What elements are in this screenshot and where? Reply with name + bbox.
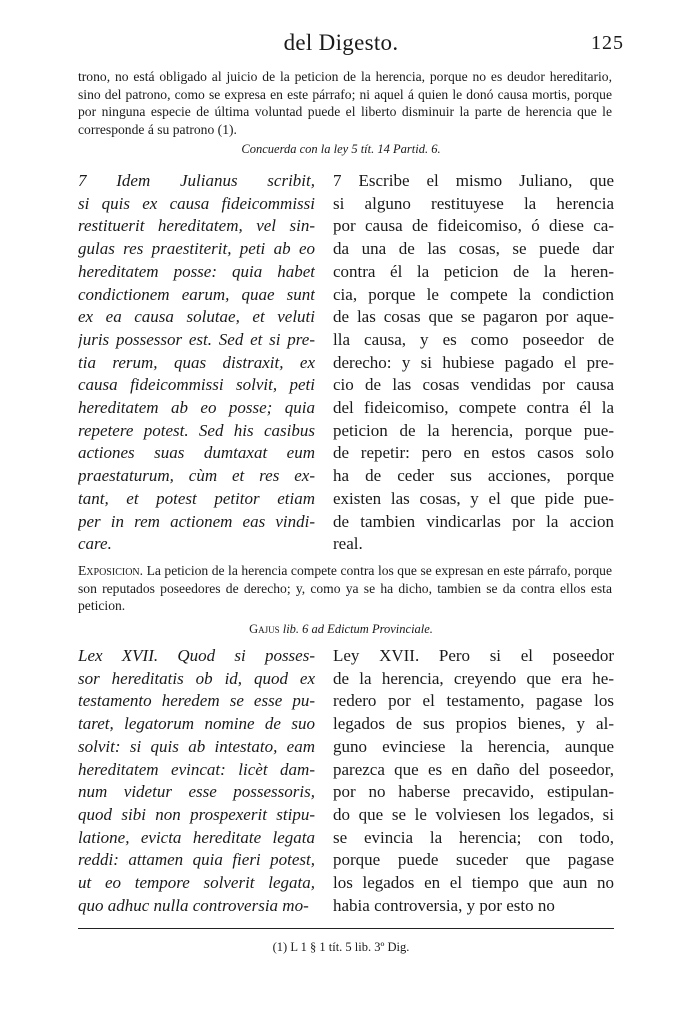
source-author: Gajus — [249, 622, 280, 636]
text-line: quod sibi non prospexerit stipu- — [78, 804, 315, 824]
page-header — [0, 30, 682, 60]
text-line: de las cosas que se pagaron por aque- — [333, 307, 614, 327]
text-line: condictionem earum, quae sunt — [78, 284, 315, 304]
footnote: (1) L 1 § 1 tít. 5 lib. 3º Dig. — [272, 940, 410, 954]
text-line: actiones suas dumtaxat eum — [78, 443, 315, 463]
text-line: gulas res praestiterit, peti ab eo — [78, 239, 315, 259]
text-line: testamento heredem se esse pu- — [78, 691, 315, 711]
source-work: lib. 6 ad Edictum Provinciale. — [282, 622, 433, 636]
text-line: hereditatem evincat: licèt dam- — [78, 759, 315, 779]
text-line: restituerit hereditatem, vel sin- — [78, 216, 315, 236]
text-line: si quis ex causa fideicommissi — [78, 193, 315, 213]
exposicion-text: La peticion de la herencia compete contra los que se expresan en este párrafo, porque son reputados poseedores de derecho; y, como ya se ha dicho, tambien se da contra ellos esta peticion. — [78, 563, 612, 613]
text-line: contra él la peticion de la heren- — [333, 261, 614, 281]
text-line: tant, et potest petitor etiam — [78, 488, 315, 508]
text-line: Ley XVII. Pero si el poseedor — [333, 646, 614, 665]
text-line: de repetir: pero en estos casos solo — [333, 443, 614, 463]
text-line: 7 Idem Julianus scribit, — [78, 171, 315, 190]
text-line: ex ea causa solutae, et veluti — [78, 307, 315, 327]
text-line: guno evinciese la herencia, aunque — [333, 736, 614, 756]
text-line: peticion de la herencia, porque pue- — [333, 420, 614, 440]
text-line: latione, evicta hereditate legata — [78, 827, 315, 847]
text-line: Lex XVII. Quod si posses- — [78, 646, 315, 665]
exposicion-paragraph — [78, 562, 612, 615]
text-line: del fideicomiso, compete contra él la — [333, 398, 614, 418]
text-line: causa fideicommissi solvit, peti — [78, 375, 315, 395]
text-line: sor hereditatis ob id, quod ex — [78, 668, 315, 688]
section-7-latin — [78, 170, 315, 556]
text-line: num videtur esse possessoris, — [78, 782, 315, 802]
section-7-spanish — [333, 170, 614, 556]
text-line: los legados en el tiempo que aun no — [333, 873, 614, 893]
text-line: hereditatem ab eo posse; quia — [78, 398, 315, 418]
lex-17-latin — [78, 645, 315, 917]
text-line: si alguno restituyese la herencia — [333, 193, 614, 213]
text-line: cio de las cosas vendidas por causa — [333, 375, 614, 395]
text-line: solvit: si quis ab intestato, eam — [78, 736, 315, 756]
text-line: derecho: y si hubiese pagado el pre- — [333, 352, 614, 372]
text-line: praestaturum, cùm et res ex- — [78, 466, 315, 486]
source-attribution — [0, 622, 682, 637]
text-line: porque puede suceder que pagase — [333, 850, 614, 870]
text-line: da una de las cosas, se puede dar — [333, 239, 614, 259]
text-line: ha de ceder sus acciones, porque — [333, 466, 614, 486]
text-line: ut eo tempore solverit legata, — [78, 873, 315, 893]
text-line: tia rerum, quas distraxit, ex — [78, 352, 315, 372]
text-line: se evincia la herencia; con todo, — [333, 827, 614, 847]
text-line: taret, legatorum nomine de suo — [78, 714, 315, 734]
text-line: legados de sus propios bienes, y al- — [333, 714, 614, 734]
text-line: care. — [78, 534, 112, 554]
intro-paragraph: trono, no está obligado al juicio de la peticion de la herencia, porque no es deudor hereditario, sino del patrono, como se expresa en este párrafo; ni aquel á quien le donó causa mortis, porque por ninguna especie de última voluntad puede el liberto disminuir la parte de herencia que le corresponde á su patrono (1). — [78, 69, 612, 137]
page-number: 125 — [591, 32, 624, 54]
footnote-divider — [78, 928, 614, 929]
text-line: juris possessor est. Sed et si pre- — [78, 329, 315, 349]
text-line: reddi: attamen quia fieri potest, — [78, 850, 315, 870]
text-line: per in rem actionem eas vindi- — [78, 511, 315, 531]
text-line: 7 Escribe el mismo Juliano, que — [333, 171, 614, 190]
text-line: por causa de fideicomiso, ó diese ca- — [333, 216, 614, 236]
text-line: cia, porque le compete la condiction — [333, 284, 614, 304]
concordance-note: Concuerda con la ley 5 tít. 14 Partid. 6. — [241, 142, 441, 156]
text-line: real. — [333, 534, 363, 554]
text-line: do que se le volviesen los legados, si — [333, 804, 614, 824]
lex-17-spanish — [333, 645, 614, 917]
exposicion-label: Exposicion. — [78, 563, 144, 578]
text-line: de la herencia, creyendo que era he- — [333, 668, 614, 688]
text-line: parezca que es en daño del poseedor, — [333, 759, 614, 779]
text-line: de tambien vindicarlas por la accion — [333, 511, 614, 531]
text-line: existen las cosas, y el que pide pue- — [333, 488, 614, 508]
text-line: lla causa, y es como poseedor de — [333, 329, 614, 349]
text-line: quo adhuc nulla controversia mo- — [78, 895, 309, 915]
text-line: redero por el testamento, pagase los — [333, 691, 614, 711]
text-line: habia controversia, y por esto no — [333, 895, 555, 915]
page-title: del Digesto. — [283, 30, 399, 55]
text-line: por no haberse precavido, estipulan- — [333, 782, 614, 802]
text-line: repetere potest. Sed his casibus — [78, 420, 315, 440]
text-line: hereditatem posse: quia habet — [78, 261, 315, 281]
